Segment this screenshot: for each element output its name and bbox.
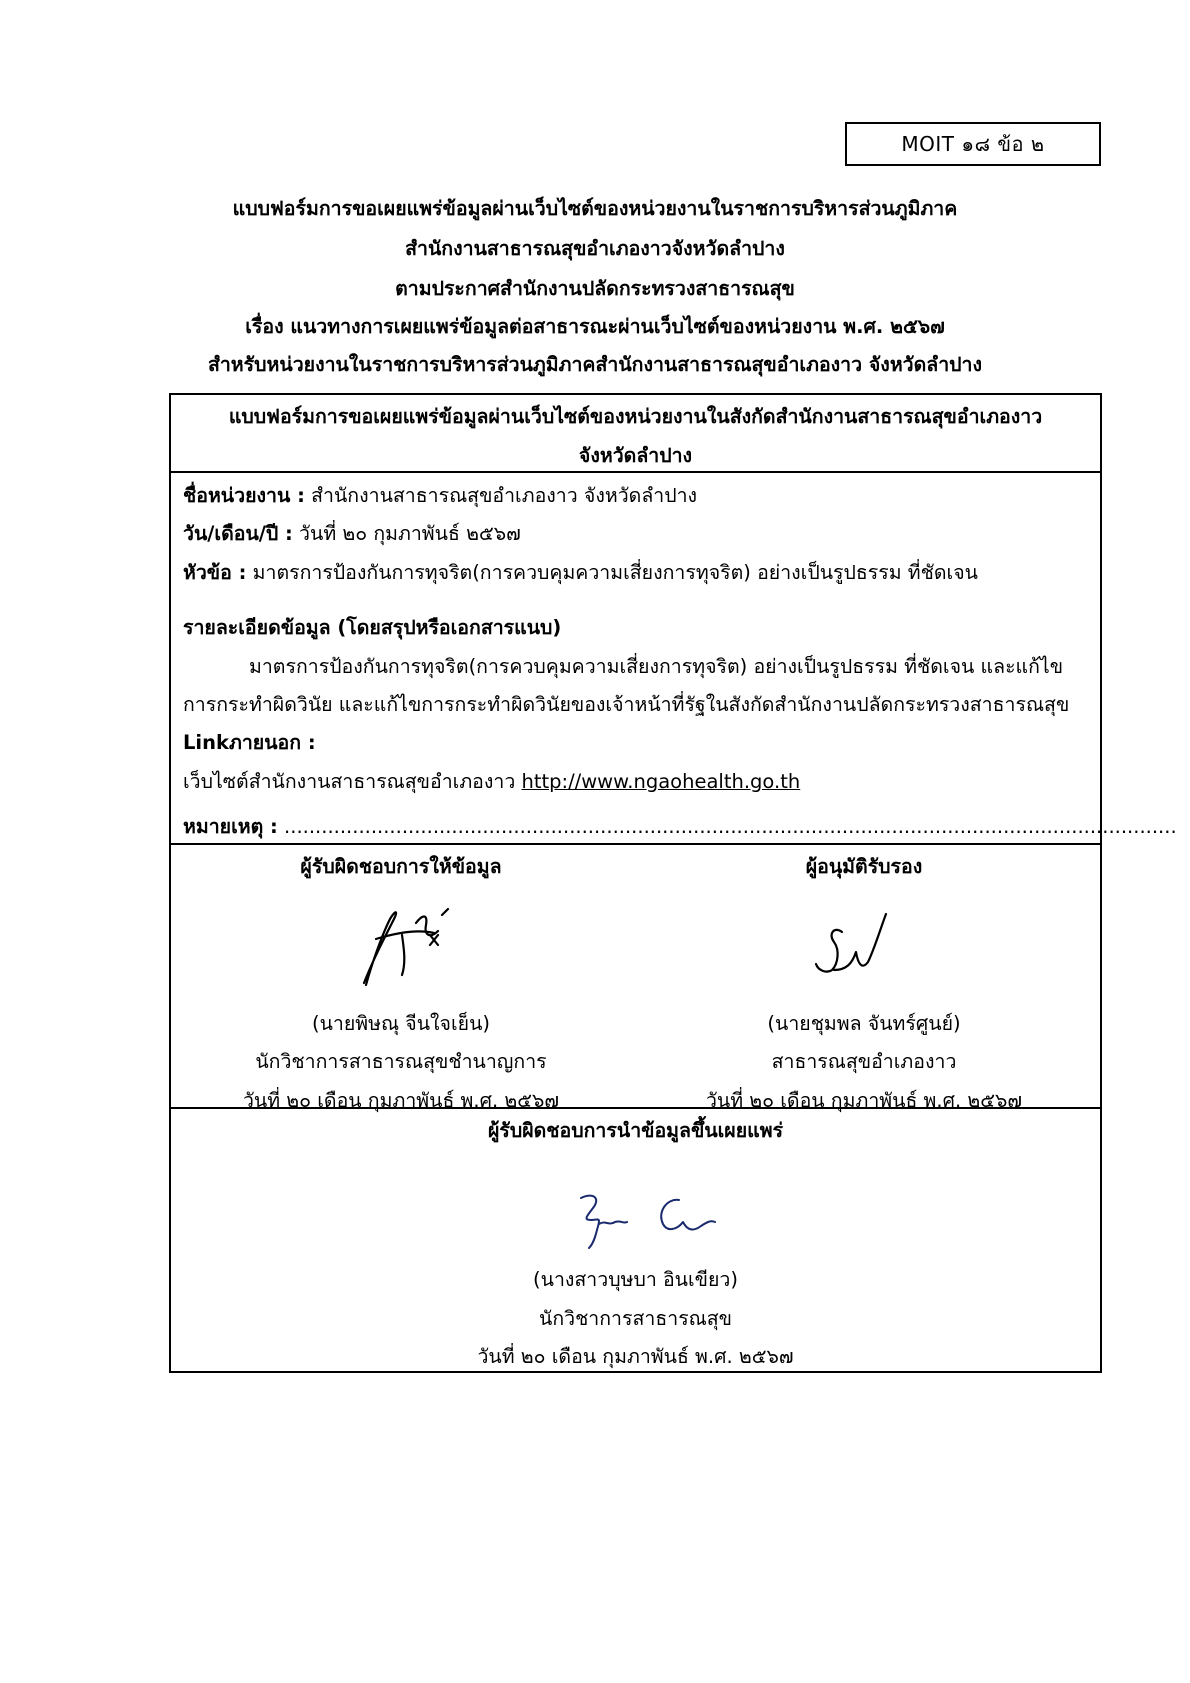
divider-signatures bbox=[171, 1107, 1100, 1109]
table-title-line-1: แบบฟอร์มการขอเผยแพร่ข้อมูลผ่านเว็บไซต์ของหน่วยงานในสังกัดสำนักงานสาธารณสุขอำเภองาว bbox=[228, 405, 1043, 428]
detail-line-2: การกระทำผิดวินัย และแก้ไขการกระทำผิดวินัยของเจ้าหน้าที่รัฐในสังกัดสำนักงานปลัดกระทรวงสาธารณสุข bbox=[183, 693, 1070, 716]
approver-date: วันที่ ๒๐ เดือน กุมภาพันธ์ พ.ศ. ๒๕๖๗ bbox=[705, 1089, 1023, 1112]
topic-row bbox=[183, 557, 978, 588]
detail-label: รายละเอียดข้อมูล (โดยสรุปหรือเอกสารแนบ) bbox=[183, 616, 562, 639]
publisher-position: นักวิชาการสาธารณสุข bbox=[538, 1307, 732, 1330]
heading-line-5: สำหรับหน่วยงานในราชการบริหารส่วนภูมิภาคสำนักงานสาธารณสุขอำเภองาว จังหวัดลำปาง bbox=[207, 353, 983, 376]
provider-signature-block bbox=[171, 843, 631, 1112]
provider-name: (นายพิษณุ จีนใจเย็น) bbox=[311, 1012, 491, 1035]
publisher-title: ผู้รับผิดชอบการนำข้อมูลขึ้นเผยแพร่ bbox=[487, 1119, 784, 1142]
heading-line-4: เรื่อง แนวทางการเผยแพร่ข้อมูลต่อสาธารณะผ่านเว็บไซต์ของหน่วยงาน พ.ศ. ๒๕๖๗ bbox=[245, 315, 945, 338]
publisher-date: วันที่ ๒๐ เดือน กุมภาพันธ์ พ.ศ. ๒๕๖๗ bbox=[477, 1345, 794, 1368]
heading-line-2: สำนักงานสาธารณสุขอำเภองาวจังหวัดลำปาง bbox=[405, 237, 785, 260]
note-dots: ................................................................................................................................................ bbox=[277, 815, 1177, 838]
divider-title bbox=[171, 471, 1100, 473]
table-title-line-2: จังหวัดลำปาง bbox=[578, 444, 693, 467]
form-code: MOIT ๑๘ ข้อ ๒ bbox=[901, 132, 1045, 156]
link-row bbox=[183, 766, 800, 797]
date-value: วันที่ ๒๐ กุมภาพันธ์ ๒๕๖๗ bbox=[292, 522, 521, 545]
approver-name: (นายชุมพล จันทร์ศูนย์) bbox=[767, 1012, 961, 1035]
date-row bbox=[183, 518, 521, 549]
link-label: Linkภายนอก : bbox=[183, 731, 316, 754]
request-form-table bbox=[169, 393, 1177, 1373]
note-label: หมายเหตุ : bbox=[183, 815, 278, 838]
provider-date: วันที่ ๒๐ เดือน กุมภาพันธ์ พ.ศ. ๒๕๖๗ bbox=[242, 1089, 560, 1112]
provider-title: ผู้รับผิดชอบการให้ข้อมูล bbox=[300, 855, 502, 878]
note-row bbox=[183, 811, 1177, 842]
form-code-box bbox=[845, 122, 1101, 166]
publisher-name: (นางสาวบุษบา อินเขียว) bbox=[533, 1268, 738, 1291]
website-link[interactable]: http://www.ngaohealth.go.th bbox=[521, 770, 801, 793]
provider-signature-image bbox=[346, 905, 456, 995]
date-label: วัน/เดือน/ปี : bbox=[183, 522, 293, 545]
approver-signature-image bbox=[794, 908, 904, 988]
publisher-signature-image bbox=[571, 1190, 721, 1250]
agency-label: ชื่อหน่วยงาน : bbox=[183, 484, 305, 507]
approver-position: สาธารณสุขอำเภองาว bbox=[771, 1050, 957, 1073]
agency-value: สำนักงานสาธารณสุขอำเภองาว จังหวัดลำปาง bbox=[304, 484, 698, 507]
agency-row bbox=[183, 480, 697, 511]
approver-signature-block bbox=[634, 843, 1094, 1112]
heading-line-3: ตามประกาศสำนักงานปลัดกระทรวงสาธารณสุข bbox=[395, 277, 795, 300]
detail-line-1: มาตรการป้องกันการทุจริต(การควบคุมความเสี่ยงการทุจริต) อย่างเป็นรูปธรรม ที่ชัดเจน และแก้ไข bbox=[249, 655, 1064, 678]
topic-value: มาตรการป้องกันการทุจริต(การควบคุมความเสี่ยงการทุจริต) อย่างเป็นรูปธรรม ที่ชัดเจน bbox=[246, 561, 978, 584]
heading-line-1: แบบฟอร์มการขอเผยแพร่ข้อมูลผ่านเว็บไซต์ของหน่วยงานในราชการบริหารส่วนภูมิภาค bbox=[232, 197, 958, 220]
link-prefix: เว็บไซต์สำนักงานสาธารณสุขอำเภองาว bbox=[183, 770, 522, 793]
topic-label: หัวข้อ : bbox=[183, 561, 247, 584]
provider-position: นักวิชาการสาธารณสุขชำนาญการ bbox=[255, 1050, 547, 1073]
approver-title: ผู้อนุมัติรับรอง bbox=[805, 855, 923, 878]
